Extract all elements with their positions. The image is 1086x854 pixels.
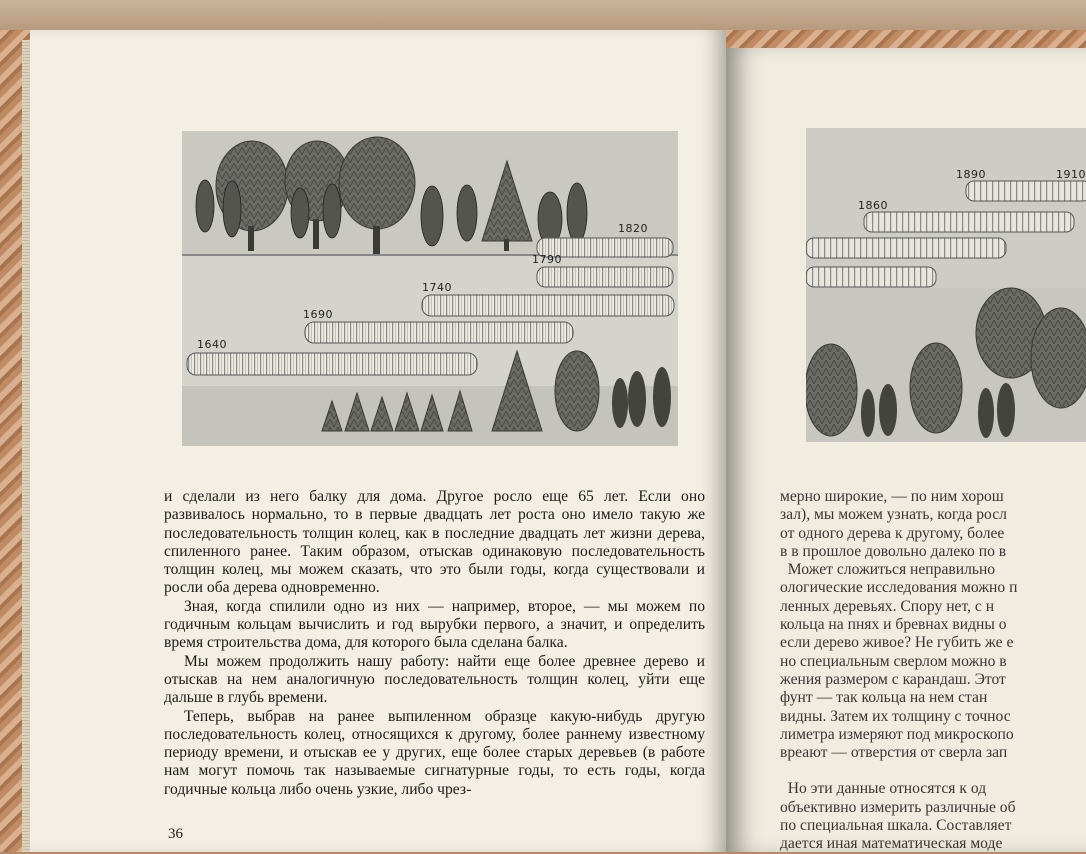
year-label: 1860	[858, 199, 888, 212]
right-page-body-text	[780, 488, 1086, 854]
text-line: Но эти данные относятся к од	[780, 780, 987, 798]
paragraph: Зная, когда спилили одно из них — например, второе, — мы можем по годичным кольцам вычислить и год вырубки первого, а значит, и определить время строительства дома, для которого была сделана балка.	[164, 597, 705, 652]
year-label: 1790	[532, 253, 562, 266]
paragraph: и сделали из него балку для дома. Другое росло еще 65 лет. Если оно развивалось нормально, то в первые двадцать лет роста оно имело такую же последовательность толщин колец, как в последние двадцать лет жизни дерева, спиленного ранее. Таким образом, отыскав одинаковую последовательность толщин колец, мы можем сказать, что это были годы, когда существовали и росли оба дерева одновременно.	[164, 488, 705, 597]
text-line: ленных деревьях. Спору нет, с н	[780, 597, 995, 615]
text-line: жения размером с карандаш. Этот	[780, 670, 1006, 688]
year-label: 1910	[1056, 168, 1086, 181]
text-line: зал), мы можем узнать, когда росл	[780, 506, 1007, 524]
text-line: в в прошлое довольно далеко по в	[780, 542, 1007, 560]
left-page-body-text	[164, 488, 705, 799]
paragraph: Теперь, выбрав на ранее выпиленном образце какую-нибудь другую последовательность колец, относящихся к другому, более раннему известному периоду времени, и отыскав ее у других, еще более старых деревьев (в работе нам могут помочь так называемые сигнатурные годы, то есть годы, когда годичные кольца либо очень узкие, либо чрез-	[164, 707, 705, 798]
page-number: 36	[168, 826, 183, 842]
text-line: Может сложиться неправильно	[780, 561, 996, 579]
text-line: объективно измерить различные об	[780, 798, 1016, 816]
tree-ring-illustration-continued	[806, 128, 1086, 442]
year-label: 1890	[956, 168, 986, 181]
year-label: 1690	[303, 308, 333, 321]
year-label: 1740	[422, 281, 452, 294]
text-line: дается иная математическая моде	[780, 835, 1003, 853]
text-line: кольца на пнях и бревнах видны о	[780, 616, 1007, 634]
text-line: вреают — отверстия от сверла зап	[780, 744, 1008, 762]
background-surface	[0, 0, 1086, 30]
text-line: от одного дерева к другому, более	[780, 524, 1005, 542]
text-line: ологические исследования можно п	[780, 579, 1018, 597]
paragraph: Мы можем продолжить нашу работу: найти еще более древнее дерево и отыскав на нем аналогичную последовательность толщин колец, уйти еще дальше в глубь времени.	[164, 652, 705, 707]
tree-ring-crossdating-illustration	[182, 131, 678, 446]
text-line: лиметра измеряют под микроскопо	[780, 725, 1014, 743]
text-line: фунт — так кольца на нем стан	[780, 689, 988, 707]
text-line: но специальным сверлом можно в	[780, 652, 1007, 670]
text-line: по специальная шкала. Составляет	[780, 817, 1012, 835]
text-line	[780, 762, 1086, 780]
text-line: видны. Затем их толщину с точнос	[780, 707, 1011, 725]
year-label: 1640	[197, 338, 227, 351]
text-line: если дерево живое? Не губить же е	[780, 634, 1014, 652]
text-line: мерно широкие, — по ним хорош	[780, 488, 1004, 505]
year-label: 1820	[618, 222, 648, 235]
